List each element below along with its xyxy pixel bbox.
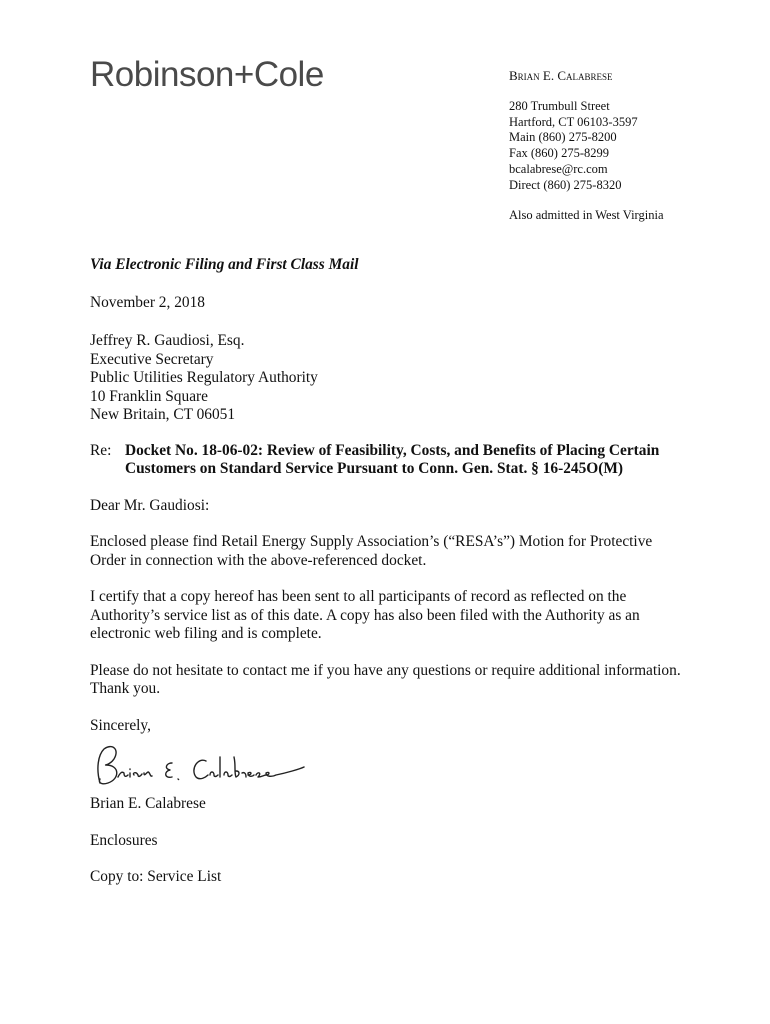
- recipient-address: [90, 332, 690, 425]
- subject-label: Re:: [90, 441, 112, 459]
- letter-date: November 2, 2018: [90, 293, 205, 311]
- subject-line: [90, 442, 690, 479]
- enclosures-note: Enclosures: [90, 831, 158, 849]
- signature-area: [90, 735, 690, 795]
- subject-text-line1: Docket No. 18-06-02: Review of Feasibility, Costs, and Benefits of Placing Certain: [125, 441, 660, 459]
- paragraph: Enclosed please find Retail Energy Supply Association’s (“RESA’s”) Motion for Protective Order in connection with the above-referenced docket.: [90, 533, 653, 569]
- firm-logo: Robinson+Cole: [90, 55, 324, 94]
- salutation: Dear Mr. Gaudiosi:: [90, 496, 210, 514]
- subject-text: [125, 442, 659, 479]
- sender-direct-phone: Direct (860) 275-8320: [509, 177, 622, 192]
- sender-block: [509, 68, 664, 223]
- delivery-method: Via Electronic Filing and First Class Mail: [90, 256, 359, 273]
- handwritten-signature: [86, 739, 306, 795]
- paragraph: I certify that a copy hereof has been sent to all participants of record as reflected on the Authority’s service list as of this date. A copy has also been filed with the Authority as an electronic web filing and is complete.: [90, 588, 640, 642]
- recipient-line: 10 Franklin Square: [90, 387, 208, 405]
- sender-fax: Fax (860) 275-8299: [509, 146, 609, 161]
- sender-admission-note: Also admitted in West Virginia: [509, 207, 664, 222]
- recipient-line: Executive Secretary: [90, 350, 214, 368]
- recipient-line: New Britain, CT 06051: [90, 406, 236, 423]
- recipient-line: Jeffrey R. Gaudiosi, Esq.: [90, 332, 245, 349]
- sender-name: Brian E. Calabrese: [509, 68, 613, 83]
- paragraph: Please do not hesitate to contact me if you have any questions or require additional information. Thank you.: [90, 661, 681, 697]
- letter-body: [90, 256, 690, 887]
- closing: Sincerely,: [90, 716, 151, 734]
- sender-main-phone: Main (860) 275-8200: [509, 130, 617, 145]
- sender-address-line: 280 Trumbull Street: [509, 98, 610, 113]
- sender-email: bcalabrese@rc.com: [509, 161, 608, 176]
- signer-name: Brian E. Calabrese: [90, 795, 206, 812]
- copy-to-note: Copy to: Service List: [90, 868, 222, 885]
- recipient-line: Public Utilities Regulatory Authority: [90, 369, 318, 386]
- sender-address-line: Hartford, CT 06103-3597: [509, 114, 638, 129]
- subject-text-line2: Customers on Standard Service Pursuant to Conn. Gen. Stat. § 16-245O(M): [125, 460, 624, 477]
